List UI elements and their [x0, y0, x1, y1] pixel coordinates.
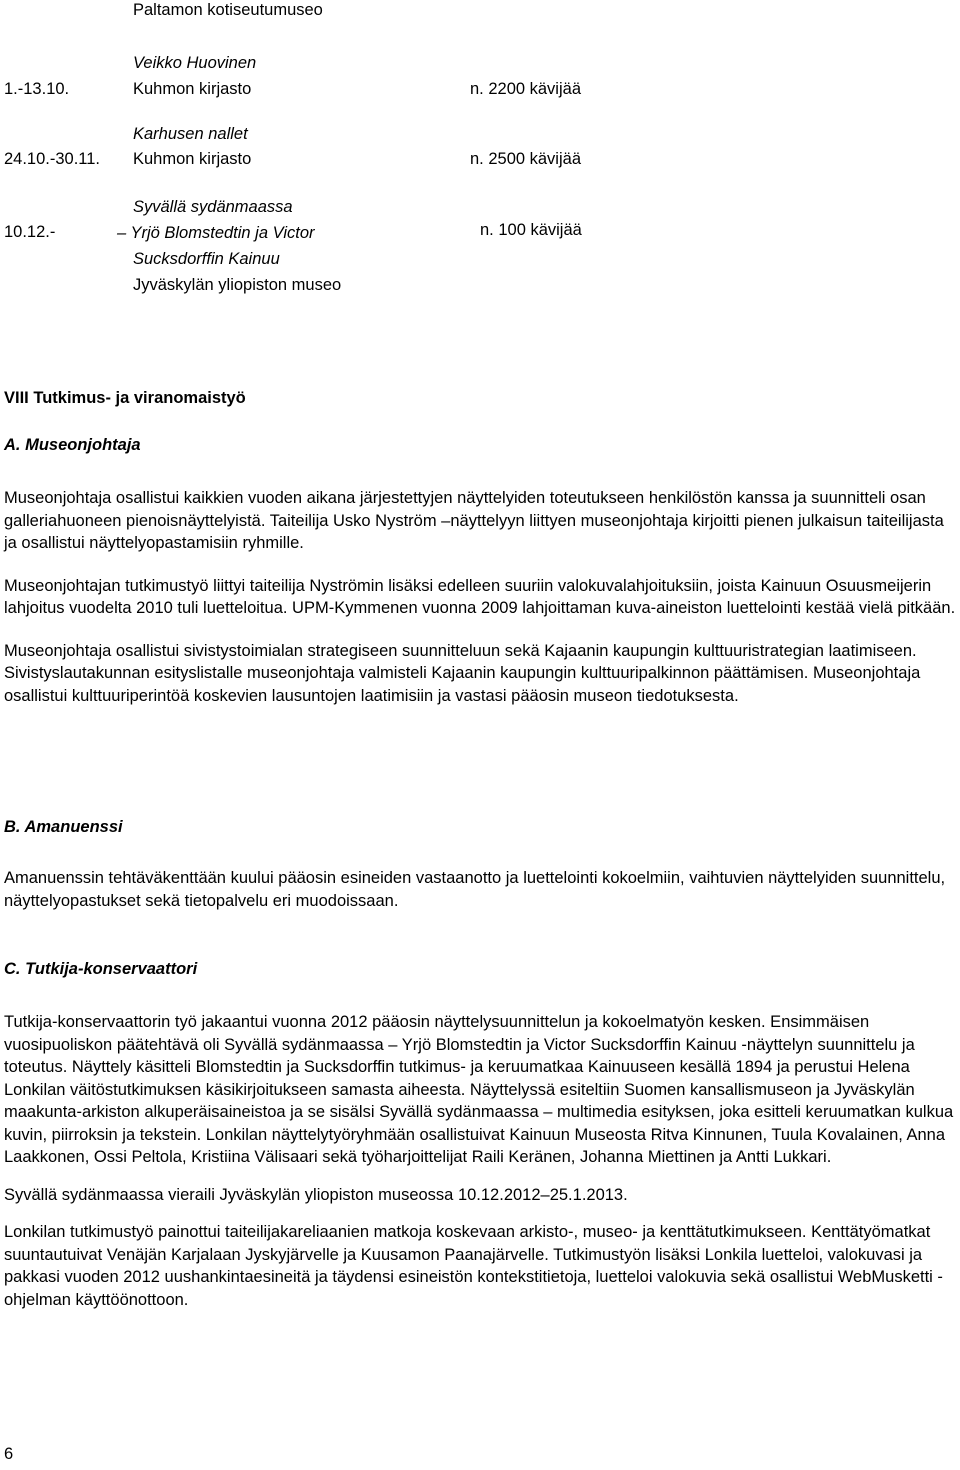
paragraph: Museonjohtajan tutkimustyö liittyi taiteilija Nyströmin lisäksi edelleen suuriin valokuvalahjoituksiin, joista Kainuun Osuusmeijerin lahjoitus vuodelta 2010 tuli luetteloitua. UPM-Kymmenen vuonna 2009 lahjoittaman kuva-aineiston luettelointi kestää vielä pitkään. — [4, 576, 956, 617]
exhibition-venue: Kuhmon kirjasto — [133, 150, 252, 168]
page-number: 6 — [4, 1445, 14, 1463]
subsection-body — [4, 487, 956, 707]
exhibition-dates: 24.10.-30.11. — [4, 150, 101, 168]
paragraph: Museonjohtaja osallistui kaikkien vuoden aikana järjestettyjen näyttelyiden toteutukseen henkilöstön kanssa ja suunnitteli osan galleriahuoneen pienoisnäyttelyistä. Taiteilija Usko Nyström –näyttelyyn liittyen museonjohtaja kirjoitti pienen julkaisun taiteilijasta ja osallistui näyttelyopastamisiin ryhmille. — [4, 489, 944, 552]
section-title: VIII Tutkimus- ja viranomaistyö — [4, 389, 246, 407]
exhibition-venue: Jyväskylän yliopiston museo — [133, 276, 342, 294]
exhibition-dates: 10.12.- — [4, 223, 56, 241]
exhibition-title: Veikko Huovinen — [133, 54, 257, 72]
exhibition-title-line: Syvällä sydänmaassa — [133, 198, 293, 216]
subsection-body — [4, 867, 956, 912]
paragraph: Lonkilan tutkimustyö painottui taiteilijakareliaanien matkoja koskevaan arkisto-, museo- ja kenttätutkimukseen. Kenttätyömatkat suuntautuivat Venäjän Karjalaan Jyskyjärvelle ja Kuusamon Paanajärvelle. Tutkimustyön lisäksi Lonkila luetteloi, valokuvasi ja pakkasi vuoden 2012 uushankintaesineitä ja täydensi esineistön kontekstitietoja, luetteloi valokuvia sekä osallistui WebMusketti -ohjelman käyttöönottoon. — [4, 1223, 943, 1309]
exhibition-title-line: – Yrjö Blomstedtin ja Victor — [117, 224, 315, 242]
exhibition-dates: 1.-13.10. — [4, 80, 70, 98]
subsection-heading: A. Museonjohtaja — [4, 436, 141, 454]
exhibition-venue: Kuhmon kirjasto — [133, 80, 252, 98]
paragraph: Amanuenssin tehtäväkenttään kuului pääosin esineiden vastaanotto ja luettelointi kokoelmiin, vaihtuvien näyttelyiden suunnittelu, näyttelyopastukset sekä tietopalvelu eri muodoissaan. — [4, 869, 946, 910]
exhibition-title: Karhusen nallet — [133, 125, 248, 143]
exhibition-visitors: n. 2200 kävijää — [470, 80, 581, 98]
subsection-body — [4, 1011, 956, 1311]
paragraph: Syvällä sydänmaassa vieraili Jyväskylän yliopiston museossa 10.12.2012–25.1.2013. — [4, 1185, 628, 1204]
museum-name: Paltamon kotiseutumuseo — [133, 1, 323, 19]
subsection-heading: C. Tutkija-konservaattori — [4, 960, 198, 978]
exhibition-visitors: n. 2500 kävijää — [470, 150, 581, 168]
subsection-heading: B. Amanuenssi — [4, 818, 123, 836]
paragraph: Museonjohtaja osallistui sivistystoimialan strategiseen suunnitteluun sekä Kajaanin kaupungin kulttuuristrategian laatimiseen. Sivistyslautakunnan esityslistalle museonjohtaja valmisteli Kajaanin kaupungin kulttuuripalkinnon päättämisen. Museonjohtaja osallistui kulttuuriperintöä koskevien lausuntojen laatimisiin ja vastasi pääosin museon tiedotuksesta. — [4, 641, 921, 705]
exhibition-title-line: Sucksdorffin Kainuu — [133, 250, 280, 268]
exhibition-visitors: n. 100 kävijää — [480, 221, 582, 239]
paragraph: Tutkija-konservaattorin työ jakaantui vuonna 2012 pääosin näyttelysuunnittelun ja kokoelmatyön kesken. Ensimmäisen vuosipuoliskon päätehtävä oli Syvällä sydänmaassa – Yrjö Blomstedtin ja Victor Sucksdorffin Kainuu -näyttelyn suunnittelu ja toteutus. Näyttely käsitteli Blomstedtin ja Sucksdorffin tutkimus- ja keruumatkaa Kainuuseen kesällä 1894 ja perustui Helena Lonkilan väitöstutkimuksen käsikirjoitukseen samasta aiheesta. Näyttelyssä esiteltiin Suomen kansallismuseon ja Jyväskylän maakunta-arkiston alkuperäisaineistoa ja se sisälsi Syvällä sydänmaassa – multimedia esityksen, joka esitteli keruumatkan kulkua kuvin, piirroksin ja tekstein. Lonkilan näyttelytyöryhmään osallistuivat Kainuun Museosta Ritva Kinnunen, Tuula Kovalainen, Anna Laakkonen, Ossi Peltola, Kristiina Välisaari sekä työharjoittelijat Raili Keränen, Johanna Miettinen ja Antti Lukkari. — [4, 1013, 954, 1166]
